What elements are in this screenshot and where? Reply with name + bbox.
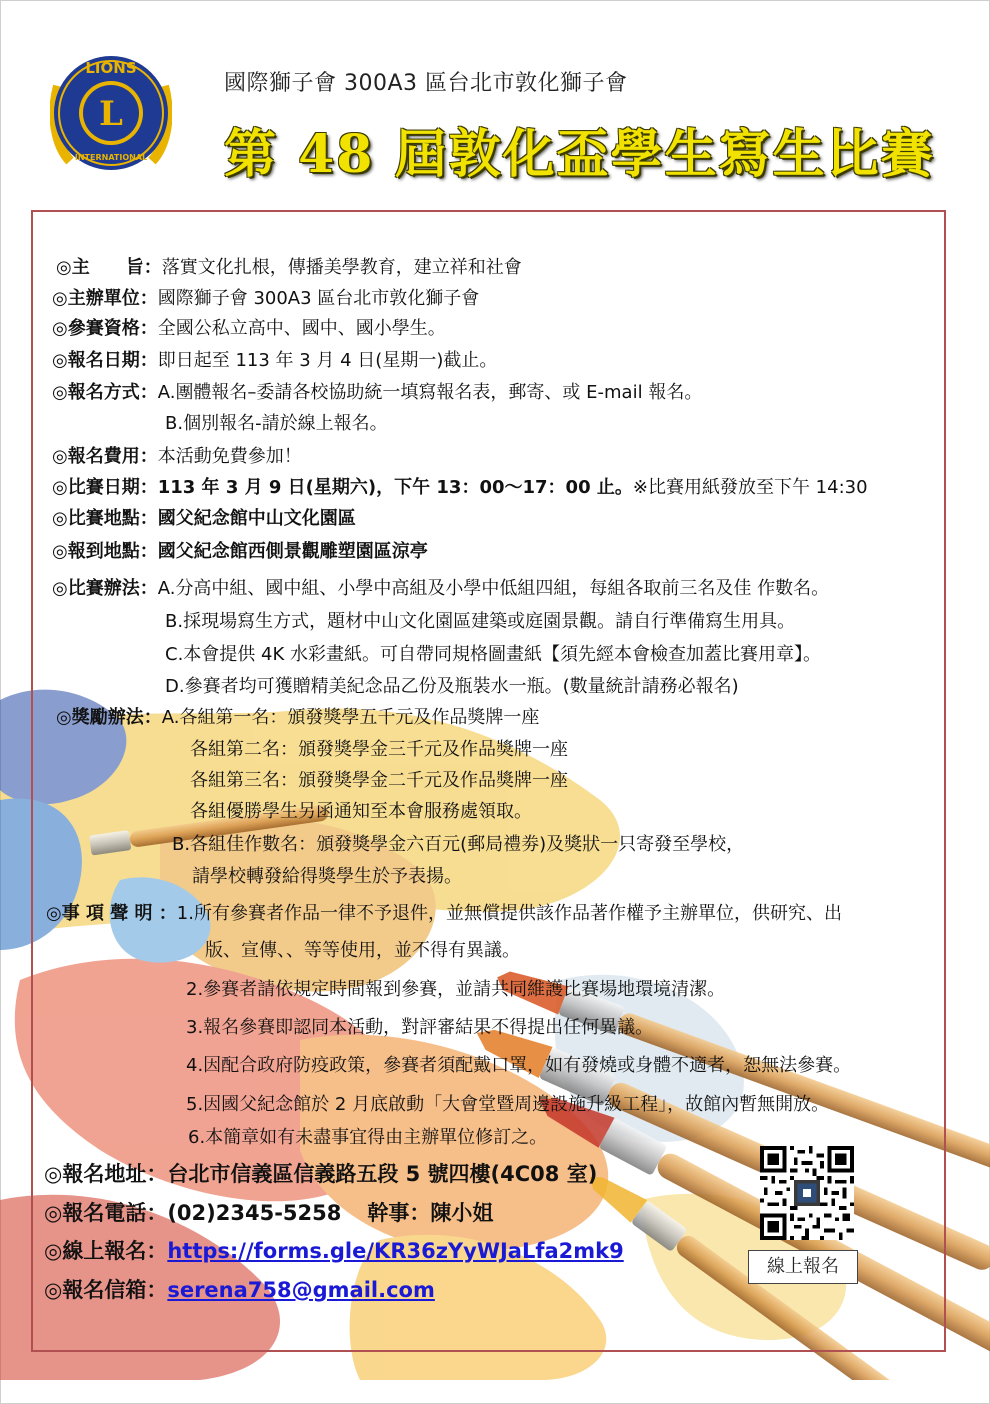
- lions-logo: [50, 46, 172, 180]
- awards-line: 請學校轉發給得獎學生於予表揚。: [192, 866, 462, 887]
- reg-date-label: ◎報名日期：: [52, 350, 158, 371]
- eligibility-label: ◎參賽資格：: [52, 318, 158, 339]
- address-row: [44, 1160, 597, 1188]
- address-text: 台北市信義區信義路五段 5 號四樓(4C08 室): [167, 1162, 598, 1186]
- notice-line: 3.報名參賽即認同本活動，對評審結果不得提出任何異議。: [186, 1017, 654, 1038]
- reg-date-text: 即日起至 113 年 3 月 4 日(星期一)截止。: [157, 350, 498, 371]
- svg-text:LIONS: LIONS: [85, 59, 137, 77]
- notice-line: 4.因配合政府防疫政策，參賽者須配戴口罩，如有發燒或身體不適者，恕無法參賽。: [186, 1055, 852, 1076]
- rules-line: A.分高中組、國中組、小學中高組及小學中低組四組，每組各取前三名及佳 作數名。: [157, 578, 830, 599]
- fee-row: [52, 445, 302, 469]
- rules-line: B.採現場寫生方式，題材中山文化園區建築或庭園景觀。請自行準備寫生用具。: [165, 611, 796, 632]
- reg-method-b: B.個別報名-請於線上報名。: [165, 413, 388, 434]
- awards-line: B.各組佳作數名：頒發獎學金六百元(郵局禮劵)及獎狀一只寄發至學校，: [172, 834, 745, 855]
- phone-label: ◎報名電話：: [44, 1201, 168, 1225]
- address-label: ◎報名地址：: [44, 1162, 168, 1186]
- eligibility-text: 全國公私立高中、國中、國小學生。: [157, 318, 446, 339]
- comp-date-text: 113 年 3 月 9 日(星期六)，下午 13：00～17：00 止。: [157, 477, 633, 498]
- organizer-label: ◎主辦單位：: [52, 288, 158, 309]
- fee-label: ◎報名費用：: [52, 446, 158, 467]
- checkin-text: 國父紀念館西側景觀雕塑園區涼亭: [157, 541, 428, 562]
- rules-line: D.參賽者均可獲贈精美紀念品乙份及瓶裝水一瓶。(數量統計請務必報名): [165, 676, 739, 697]
- notice-line: 版、宣傳、、等等使用，並不得有異議。: [205, 940, 520, 961]
- purpose-label: ◎主 旨：: [56, 257, 162, 278]
- phone-row: [44, 1199, 493, 1227]
- checkin-label: ◎報到地點：: [52, 541, 158, 562]
- svg-text:L: L: [99, 94, 123, 134]
- online-label: ◎線上報名：: [44, 1239, 168, 1263]
- purpose-text: 落實文化扎根，傳播美學教育，建立祥和社會: [161, 257, 522, 278]
- comp-date-note: ※比賽用紙發放至下午 14:30: [632, 477, 868, 498]
- rules-label: ◎比賽辦法：: [52, 578, 158, 599]
- rules-row: [52, 577, 829, 601]
- page-title: 第 48 屆敦化盃學生寫生比賽: [224, 124, 935, 185]
- venue-text: 國父紀念館中山文化園區: [157, 508, 356, 529]
- checkin-row: [52, 540, 428, 564]
- awards-line: 各組第三名：頒發獎學金二千元及作品獎牌一座: [190, 770, 568, 791]
- awards-line: 各組優勝學生另函通知至本會服務處領取。: [190, 801, 532, 822]
- fee-text: 本活動免費參加！: [157, 446, 302, 467]
- online-row: [44, 1237, 624, 1265]
- qr-label: 線上報名: [748, 1250, 858, 1284]
- notice-label: ◎事 項 聲 明 ：: [46, 903, 177, 924]
- svg-text:INTERNATIONAL: INTERNATIONAL: [74, 153, 148, 162]
- email-row: [44, 1276, 435, 1304]
- reg-date-row: [52, 349, 497, 373]
- venue-label: ◎比賽地點：: [52, 508, 158, 529]
- organization-name: 國際獅子會 300A3 區台北市敦化獅子會: [224, 71, 628, 96]
- qr-code[interactable]: [760, 1146, 854, 1240]
- notice-row: [46, 902, 842, 926]
- comp-date-label: ◎比賽日期：: [52, 477, 158, 498]
- notice-line: 5.因國父紀念館於 2 月底啟動「大會堂暨周邊設施升級工程」，故館內暫無開放。: [186, 1094, 830, 1115]
- awards-row: [56, 706, 539, 730]
- organizer-row: [52, 287, 479, 311]
- reg-method-label: ◎報名方式：: [52, 382, 158, 403]
- notice-line: 6.本簡章如有未盡事宜得由主辦單位修訂之。: [188, 1127, 548, 1148]
- email-label: ◎報名信箱：: [44, 1278, 168, 1302]
- notice-line: 1.所有參賽者作品一律不予退件，並無償提供該作品著作權予主辦單位，供研究、出: [176, 903, 842, 924]
- awards-label: ◎獎勵辦法：: [56, 707, 162, 728]
- rules-line: C.本會提供 4K 水彩畫紙。可自帶同規格圖畫紙【須先經本會檢查加蓋比賽用章】。: [165, 644, 821, 665]
- online-registration-link[interactable]: https://forms.gle/KR36zYyWJaLfa2mk9: [167, 1239, 624, 1263]
- comp-date-row: [52, 476, 868, 500]
- eligibility-row: [52, 317, 446, 341]
- awards-line: A.各組第一名：頒發獎學五千元及作品獎牌一座: [161, 707, 540, 728]
- purpose-row: [56, 256, 522, 280]
- awards-line: 各組第二名：頒發獎學金三千元及作品獎牌一座: [190, 739, 568, 760]
- reg-method-row: [52, 381, 702, 405]
- contact-person: 幹事：陳小姐: [367, 1201, 494, 1225]
- notice-line: 2.參賽者請依規定時間報到參賽，並請共同維護比賽場地環境清潔。: [186, 979, 726, 1000]
- phone-text: (02)2345-5258: [167, 1201, 342, 1225]
- venue-row: [52, 507, 356, 531]
- reg-method-a: A.團體報名–委請各校協助統一填寫報名表，郵寄、或 E-mail 報名。: [157, 382, 703, 403]
- email-link[interactable]: serena758@gmail.com: [167, 1278, 435, 1302]
- organizer-text: 國際獅子會 300A3 區台北市敦化獅子會: [157, 288, 480, 309]
